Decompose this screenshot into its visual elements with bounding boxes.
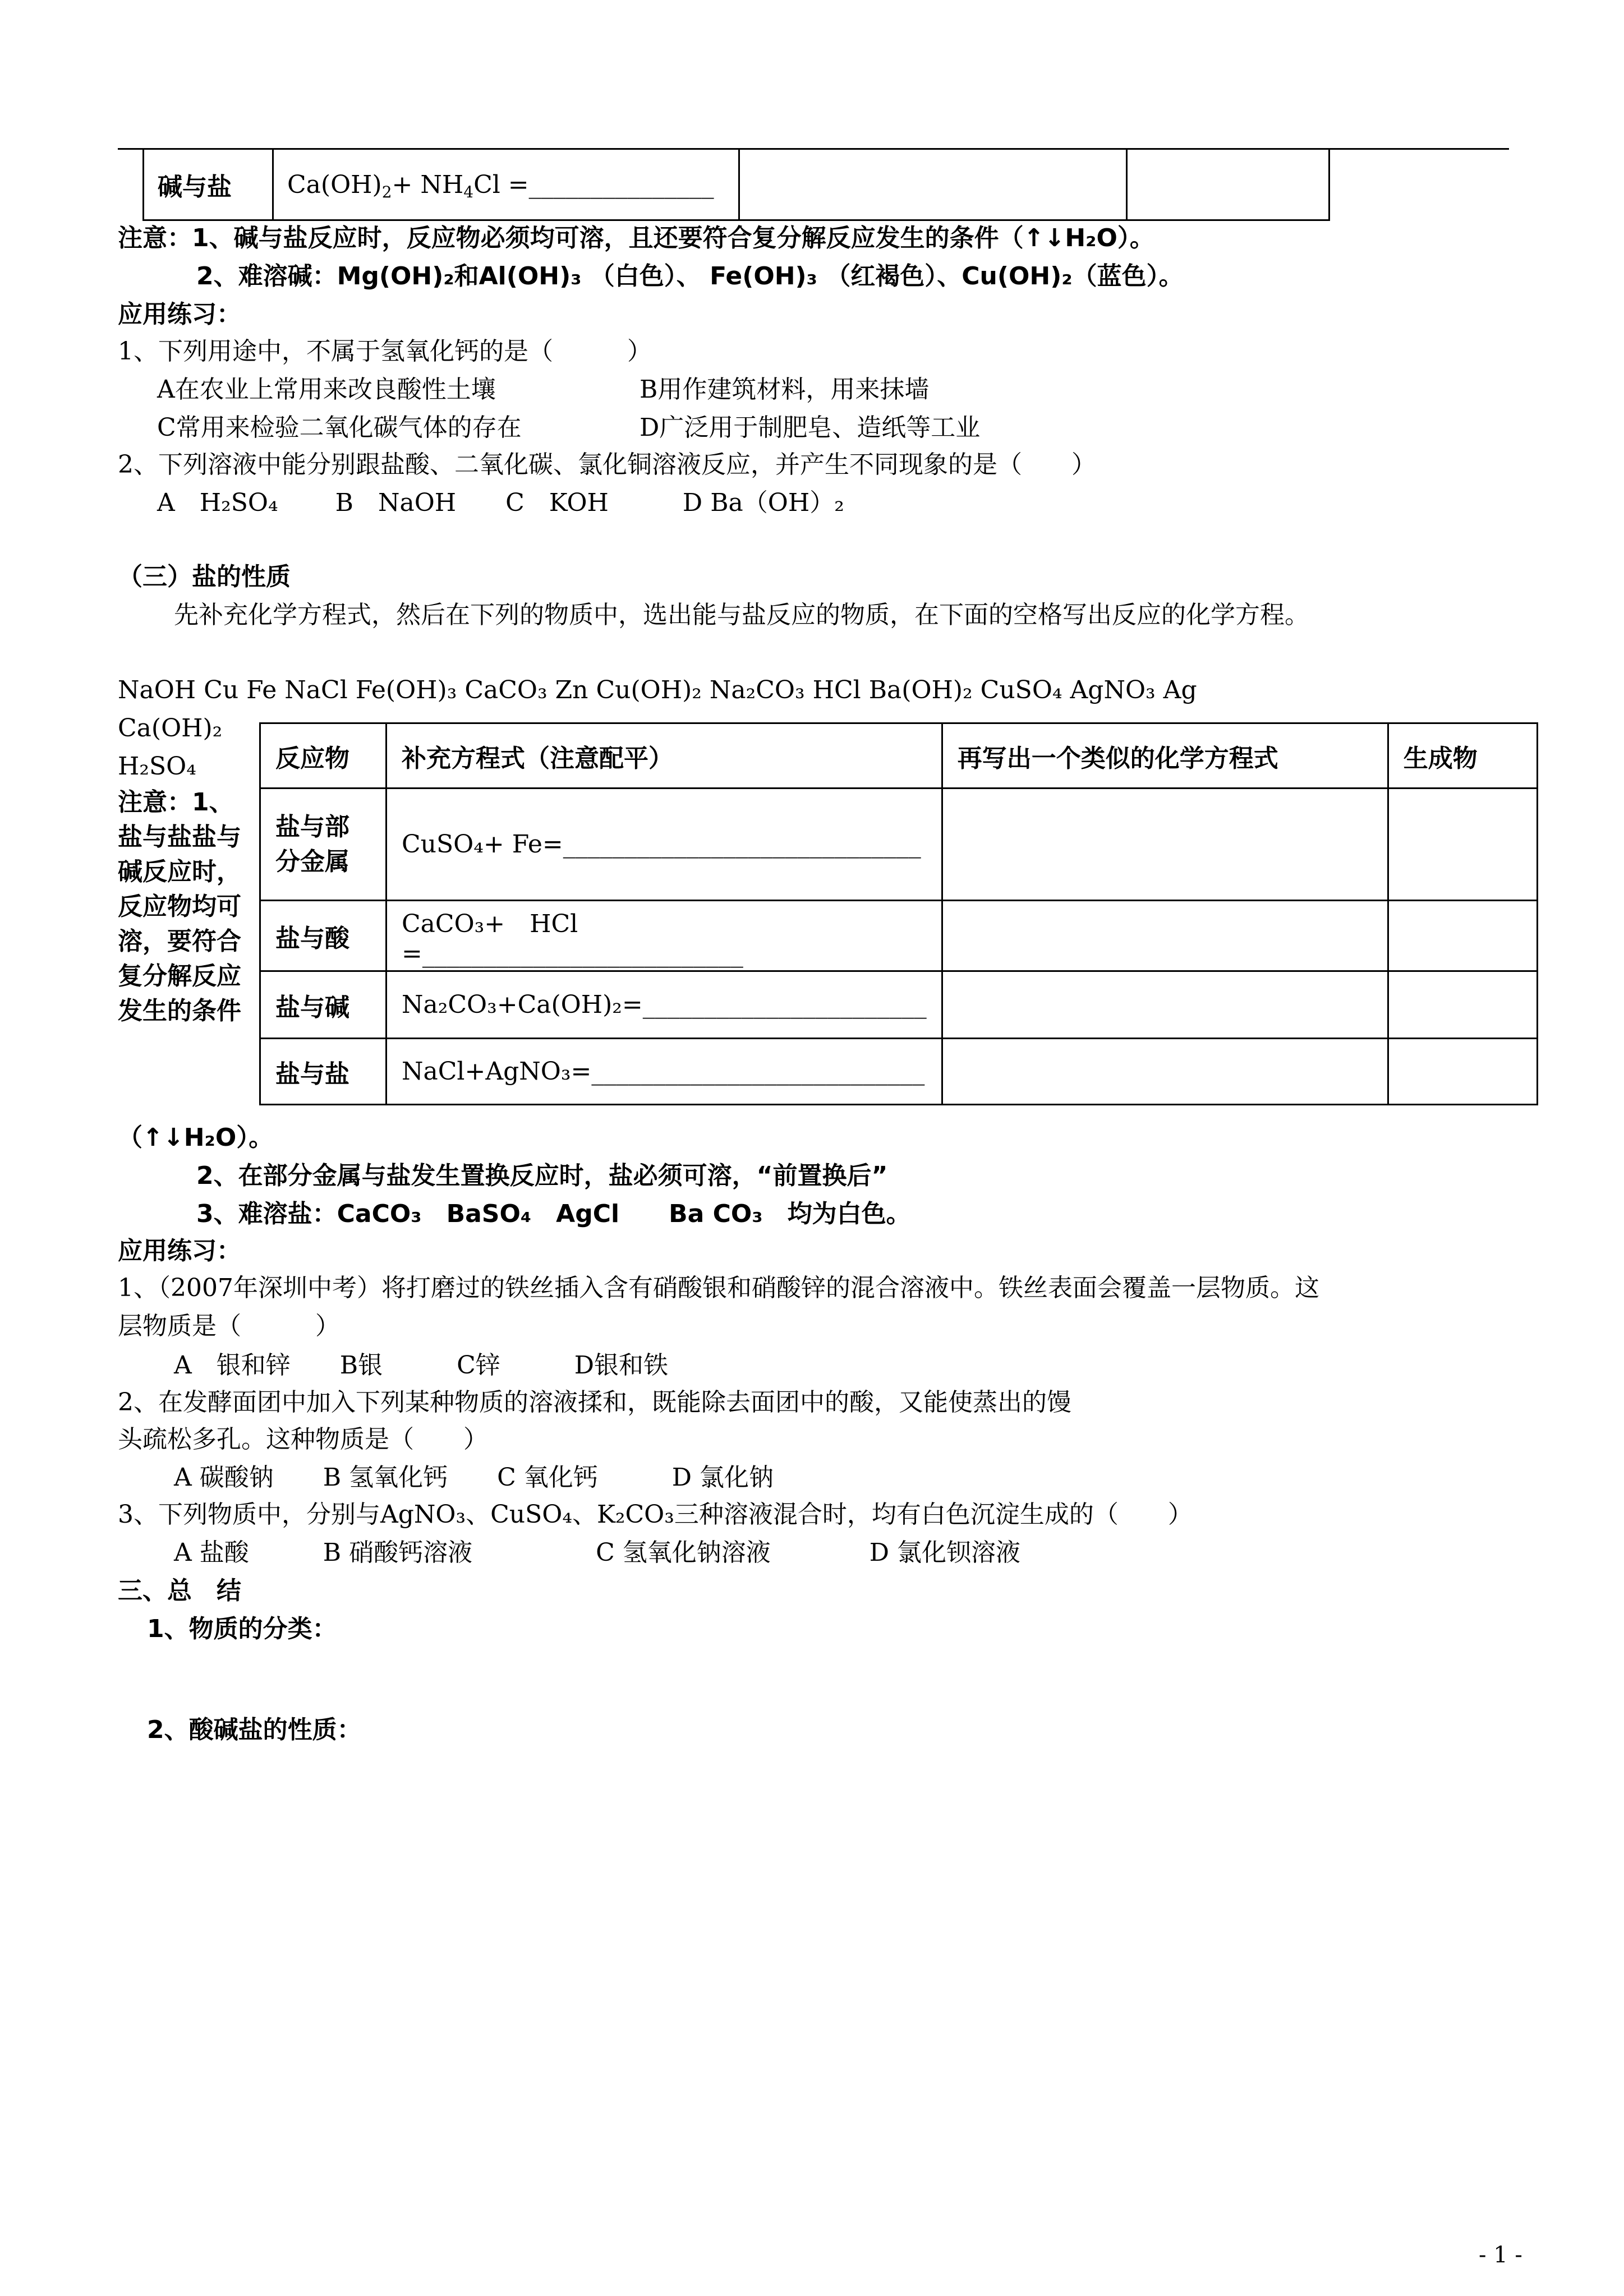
equation-cell: CaCO₃+ HCl =__________________________ (387, 901, 942, 971)
empty-cell (942, 901, 1388, 971)
empty-cell (942, 1039, 1388, 1105)
section-title: （三）盐的性质 (118, 563, 291, 591)
option: A在农业上常用来改良酸性土壤 (157, 375, 496, 404)
page-number: - 1 - (1479, 2242, 1522, 2268)
practice-heading: 应用练习： (118, 300, 241, 329)
equation-cell: NaCl+AgNO₃=___________________________ (387, 1039, 942, 1105)
summary-item: 2、酸碱盐的性质： (147, 1716, 362, 1744)
summary-title: 三、总 结 (118, 1576, 241, 1605)
section-intro: 先补充化学方程式，然后在下列的物质中，选出能与盐反应的物质，在下面的空格写出反应的化学方程。 (174, 601, 1309, 629)
empty-cell (1127, 149, 1329, 220)
options: A 银和锌 B银 C锌 D银和铁 (174, 1351, 669, 1380)
table-header: 反应物 (260, 723, 387, 789)
reactant-cell: 盐与部分金属 (260, 789, 387, 901)
empty-cell (1388, 789, 1537, 901)
reactant-cell: 盐与盐 (260, 1039, 387, 1105)
practice-heading: 应用练习： (118, 1237, 241, 1265)
substance-list-cont: H₂SO₄ (118, 752, 196, 781)
table-row (260, 901, 1538, 971)
table-header: 补充方程式（注意配平） (387, 723, 942, 789)
options: A 碳酸钠 B 氢氧化钙 C 氧化钙 D 氯化钠 (174, 1463, 774, 1492)
note-cont: （↑↓H₂O）。 (118, 1123, 274, 1152)
option: C常用来检验二氧化碳气体的存在 (157, 413, 522, 442)
empty-cell (942, 789, 1388, 901)
summary-item: 1、物质的分类： (147, 1615, 337, 1643)
table-row (260, 971, 1538, 1039)
note-2: 2、难溶碱：Mg(OH)₂和Al(OH)₃ （白色）、 Fe(OH)₃ （红褐色）、Cu(OH)₂（蓝色）。 (196, 262, 1184, 291)
question-cont: 层物质是（ ） (118, 1312, 340, 1340)
option: D广泛用于制肥皂、造纸等工业 (640, 413, 981, 442)
reactant-cell: 盐与酸 (260, 901, 387, 971)
table-side-note: 注意：1、盐与盐盐与碱反应时，反应物均可溶，要符合复分解反应发生的条件 (118, 788, 241, 1025)
substance-list-cont: Ca(OH)₂ (118, 714, 223, 743)
question: 1、（2007年深圳中考）将打磨过的铁丝插入含有硝酸银和硝酸锌的混合溶液中。铁丝表面会覆盖一层物质。这 (118, 1274, 1319, 1302)
empty-cell (739, 149, 1127, 220)
note-1: 注意：1、碱与盐反应时，反应物必须均可溶，且还要符合复分解反应发生的条件（↑↓H₂O）。 (118, 224, 1154, 252)
row-label: 碱与盐 (144, 149, 273, 220)
equation-cell: CuSO₄+ Fe=_____________________________ (387, 789, 942, 901)
note-3: 3、难溶盐：CaCO₃ BaSO₄ AgCl Ba CO₃ 均为白色。 (196, 1200, 911, 1228)
question: 3、下列物质中，分别与AgNO₃、CuSO₄、K₂CO₃三种溶液混合时，均有白色沉淀生成的（ ） (118, 1500, 1193, 1529)
base-salt-table (142, 148, 1330, 221)
equation-cell: Na₂CO₃+Ca(OH)₂=_______________________ (387, 971, 942, 1039)
option: B用作建筑材料，用来抹墙 (640, 375, 930, 404)
salt-properties-table (259, 722, 1538, 1105)
reactant-cell: 盐与碱 (260, 971, 387, 1039)
table-header: 再写出一个类似的化学方程式 (942, 723, 1388, 789)
empty-cell (1388, 901, 1537, 971)
equation-cell: $Ca(OH)_2+ NH_4Cl$ =_______________ (273, 149, 739, 220)
question: 2、下列溶液中能分别跟盐酸、二氧化碳、氯化铜溶液反应，并产生不同现象的是（ ） (118, 450, 1096, 479)
empty-cell (1388, 1039, 1537, 1105)
note-2: 2、在部分金属与盐发生置换反应时，盐必须可溶，“前置换后” (196, 1161, 888, 1190)
table-row (260, 1039, 1538, 1105)
empty-cell (1388, 971, 1537, 1039)
substance-list: NaOH Cu Fe NaCl Fe(OH)₃ CaCO₃ Zn Cu(OH)₂ Na₂CO₃ HCl Ba(OH)₂ CuSO₄ AgNO₃ Ag (118, 676, 1197, 704)
options: A 盐酸 B 硝酸钙溶液 C 氢氧化钠溶液 D 氯化钡溶液 (174, 1538, 1020, 1567)
table-row (260, 789, 1538, 901)
question-cont: 头疏松多孔。这种物质是（ ） (118, 1425, 488, 1454)
question: 1、下列用途中，不属于氢氧化钙的是（ ） (118, 337, 652, 366)
question: 2、在发酵面团中加入下列某种物质的溶液揉和，既能除去面团中的酸，又能使蒸出的馒 (118, 1388, 1071, 1417)
empty-cell (942, 971, 1388, 1039)
table-header: 生成物 (1388, 723, 1537, 789)
options: A H₂SO₄ B NaOH C KOH D Ba（OH）₂ (157, 488, 844, 517)
